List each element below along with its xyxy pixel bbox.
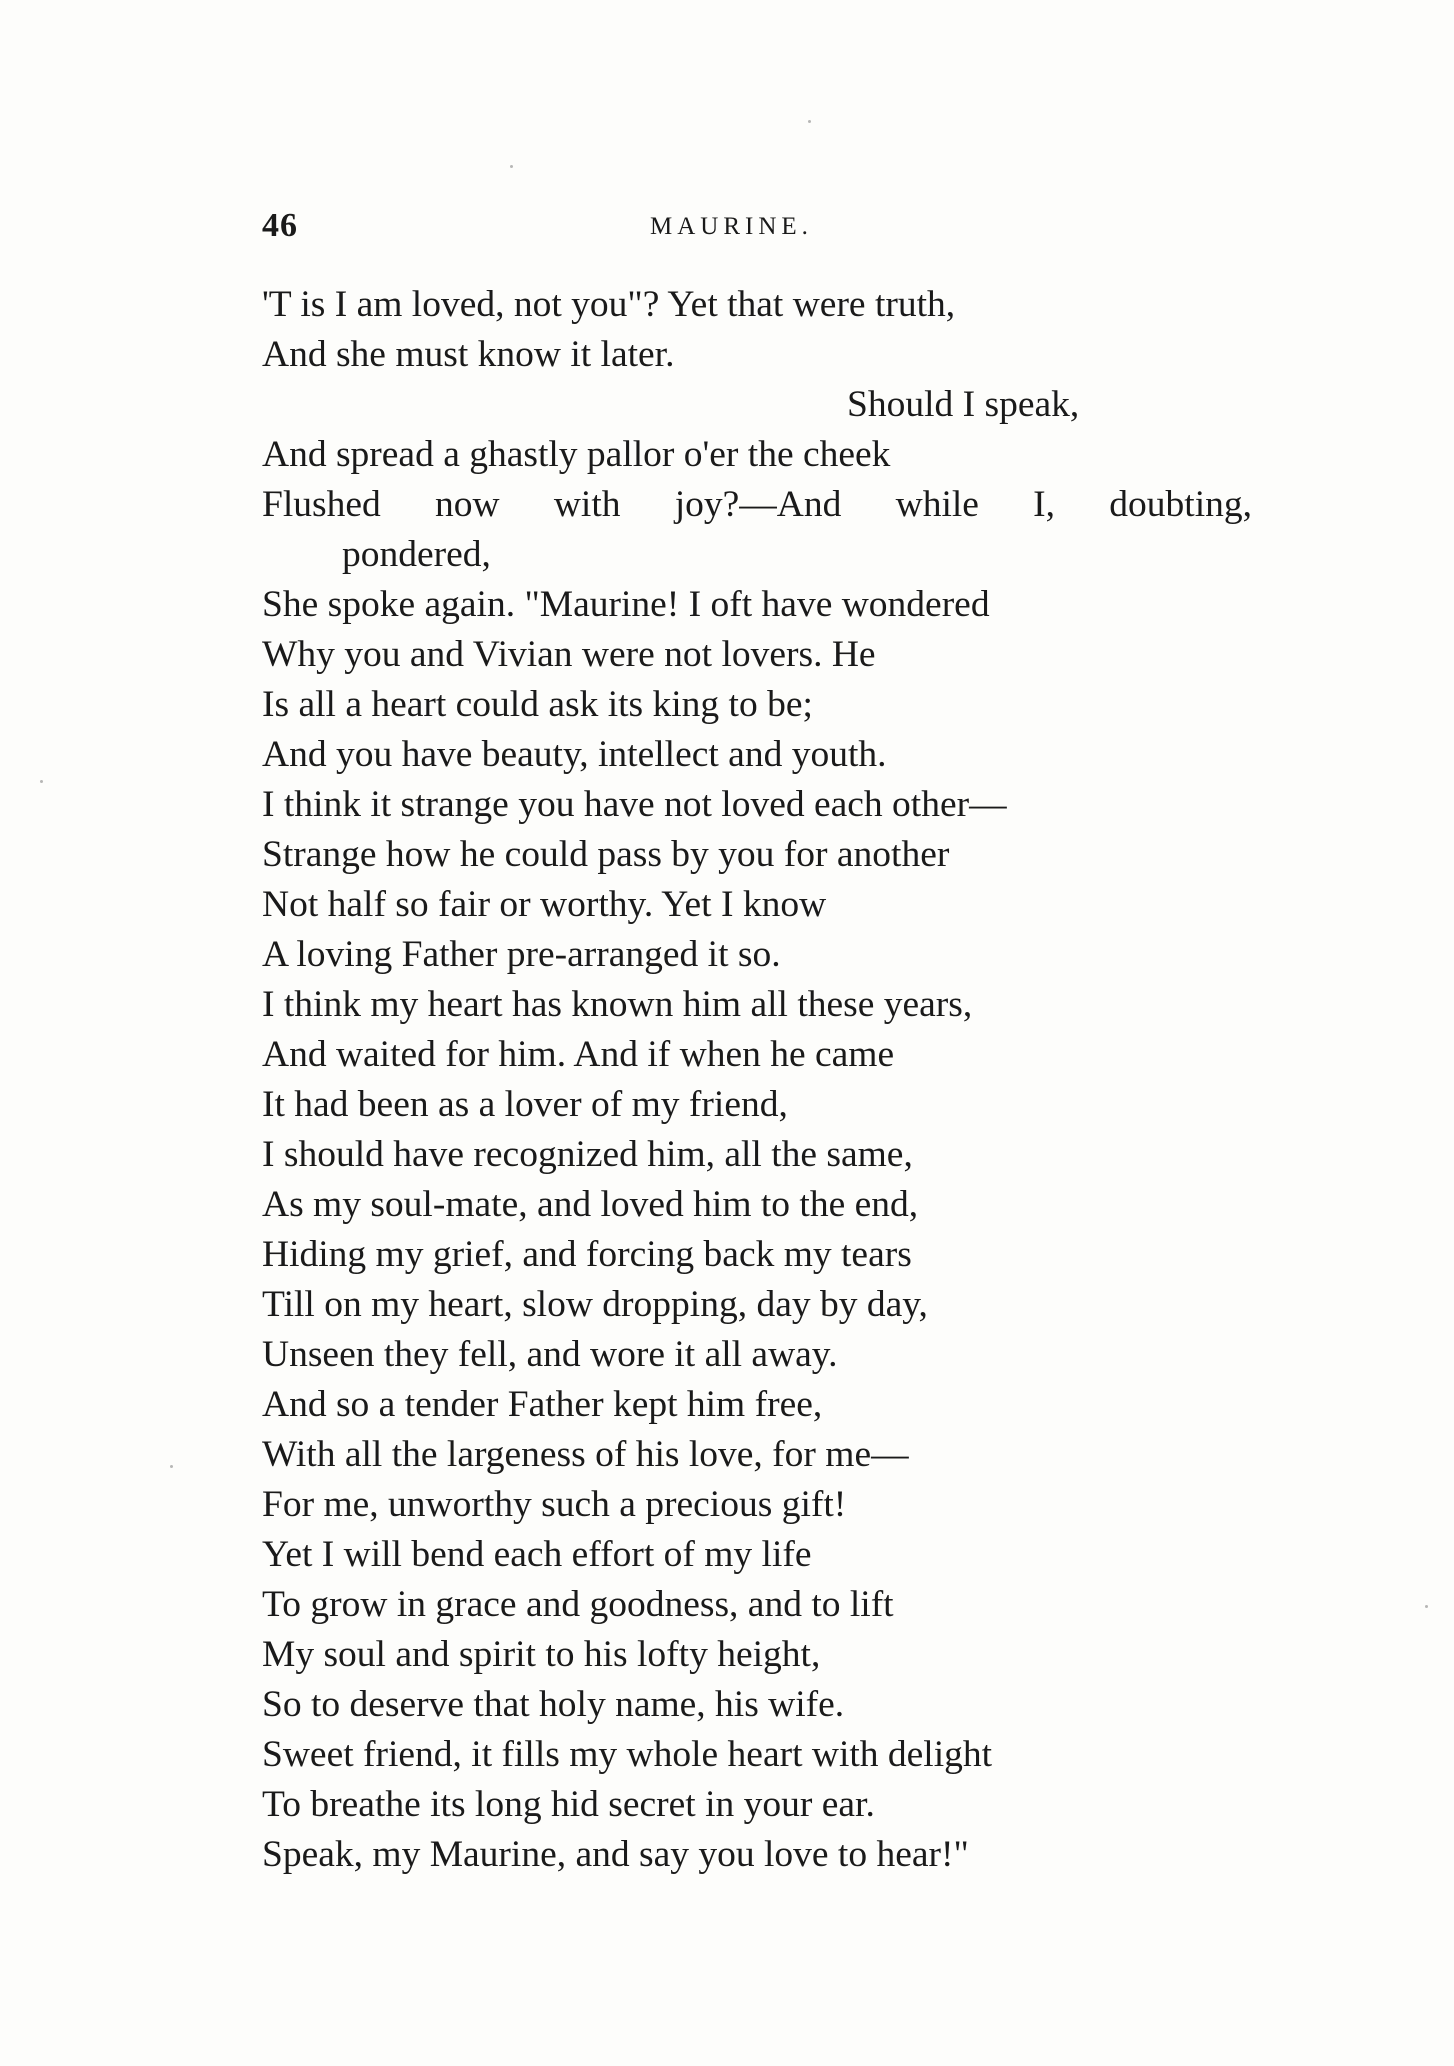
poem-line: With all the largeness of his love, for me— bbox=[262, 1434, 909, 1475]
poem-line: A loving Father pre-arranged it so. bbox=[262, 934, 781, 975]
page-header bbox=[0, 205, 1454, 255]
poem-body bbox=[262, 280, 1272, 1880]
poem-line: Flushed now with joy?—And while I, doubting, bbox=[262, 484, 1252, 525]
poem-line: As my soul-mate, and loved him to the end, bbox=[262, 1184, 919, 1225]
running-head: MAURINE. bbox=[650, 213, 813, 240]
poem-line: My soul and spirit to his lofty height, bbox=[262, 1634, 821, 1675]
poem-line: And you have beauty, intellect and youth. bbox=[262, 734, 887, 775]
poem-line: And waited for him. And if when he came bbox=[262, 1034, 895, 1075]
poem-line: Strange how he could pass by you for another bbox=[262, 834, 950, 875]
poem-line: Why you and Vivian were not lovers. He bbox=[262, 634, 876, 675]
poem-line: Till on my heart, slow dropping, day by day, bbox=[262, 1284, 928, 1325]
paper-speck bbox=[808, 120, 811, 123]
poem-line: And she must know it later. bbox=[262, 334, 675, 375]
poem-line: And so a tender Father kept him free, bbox=[262, 1384, 823, 1425]
poem-line: Yet I will bend each effort of my life bbox=[262, 1534, 812, 1575]
page-number: 46 bbox=[262, 207, 298, 244]
poem-line-continuation: pondered, bbox=[342, 534, 491, 575]
paper-speck bbox=[510, 165, 513, 168]
poem-line: So to deserve that holy name, his wife. bbox=[262, 1684, 845, 1725]
poem-line: Unseen they fell, and wore it all away. bbox=[262, 1334, 838, 1375]
poem-line: 'T is I am loved, not you"? Yet that were truth, bbox=[262, 284, 956, 325]
poem-line: I think it strange you have not loved each other— bbox=[262, 784, 1007, 825]
poem-line: Is all a heart could ask its king to be; bbox=[262, 684, 813, 725]
paper-speck bbox=[1425, 1605, 1428, 1608]
poem-line: To grow in grace and goodness, and to lift bbox=[262, 1584, 894, 1625]
poem-line: For me, unworthy such a precious gift! bbox=[262, 1484, 847, 1525]
poem-line: Sweet friend, it fills my whole heart with delight bbox=[262, 1734, 993, 1775]
poem-line: Not half so fair or worthy. Yet I know bbox=[262, 884, 827, 925]
paper-speck bbox=[170, 1465, 173, 1468]
poem-line: I think my heart has known him all these years, bbox=[262, 984, 973, 1025]
poem-line: Hiding my grief, and forcing back my tears bbox=[262, 1234, 912, 1275]
poem-line: Should I speak, bbox=[847, 384, 1080, 425]
paper-speck bbox=[40, 780, 43, 783]
poem-line: I should have recognized him, all the same, bbox=[262, 1134, 913, 1175]
poem-line: To breathe its long hid secret in your ear. bbox=[262, 1784, 875, 1825]
poem-line: She spoke again. "Maurine! I oft have wondered bbox=[262, 584, 990, 625]
poem-line: Speak, my Maurine, and say you love to hear!" bbox=[262, 1834, 969, 1875]
poem-line: It had been as a lover of my friend, bbox=[262, 1084, 788, 1125]
poem-line: And spread a ghastly pallor o'er the cheek bbox=[262, 434, 891, 475]
